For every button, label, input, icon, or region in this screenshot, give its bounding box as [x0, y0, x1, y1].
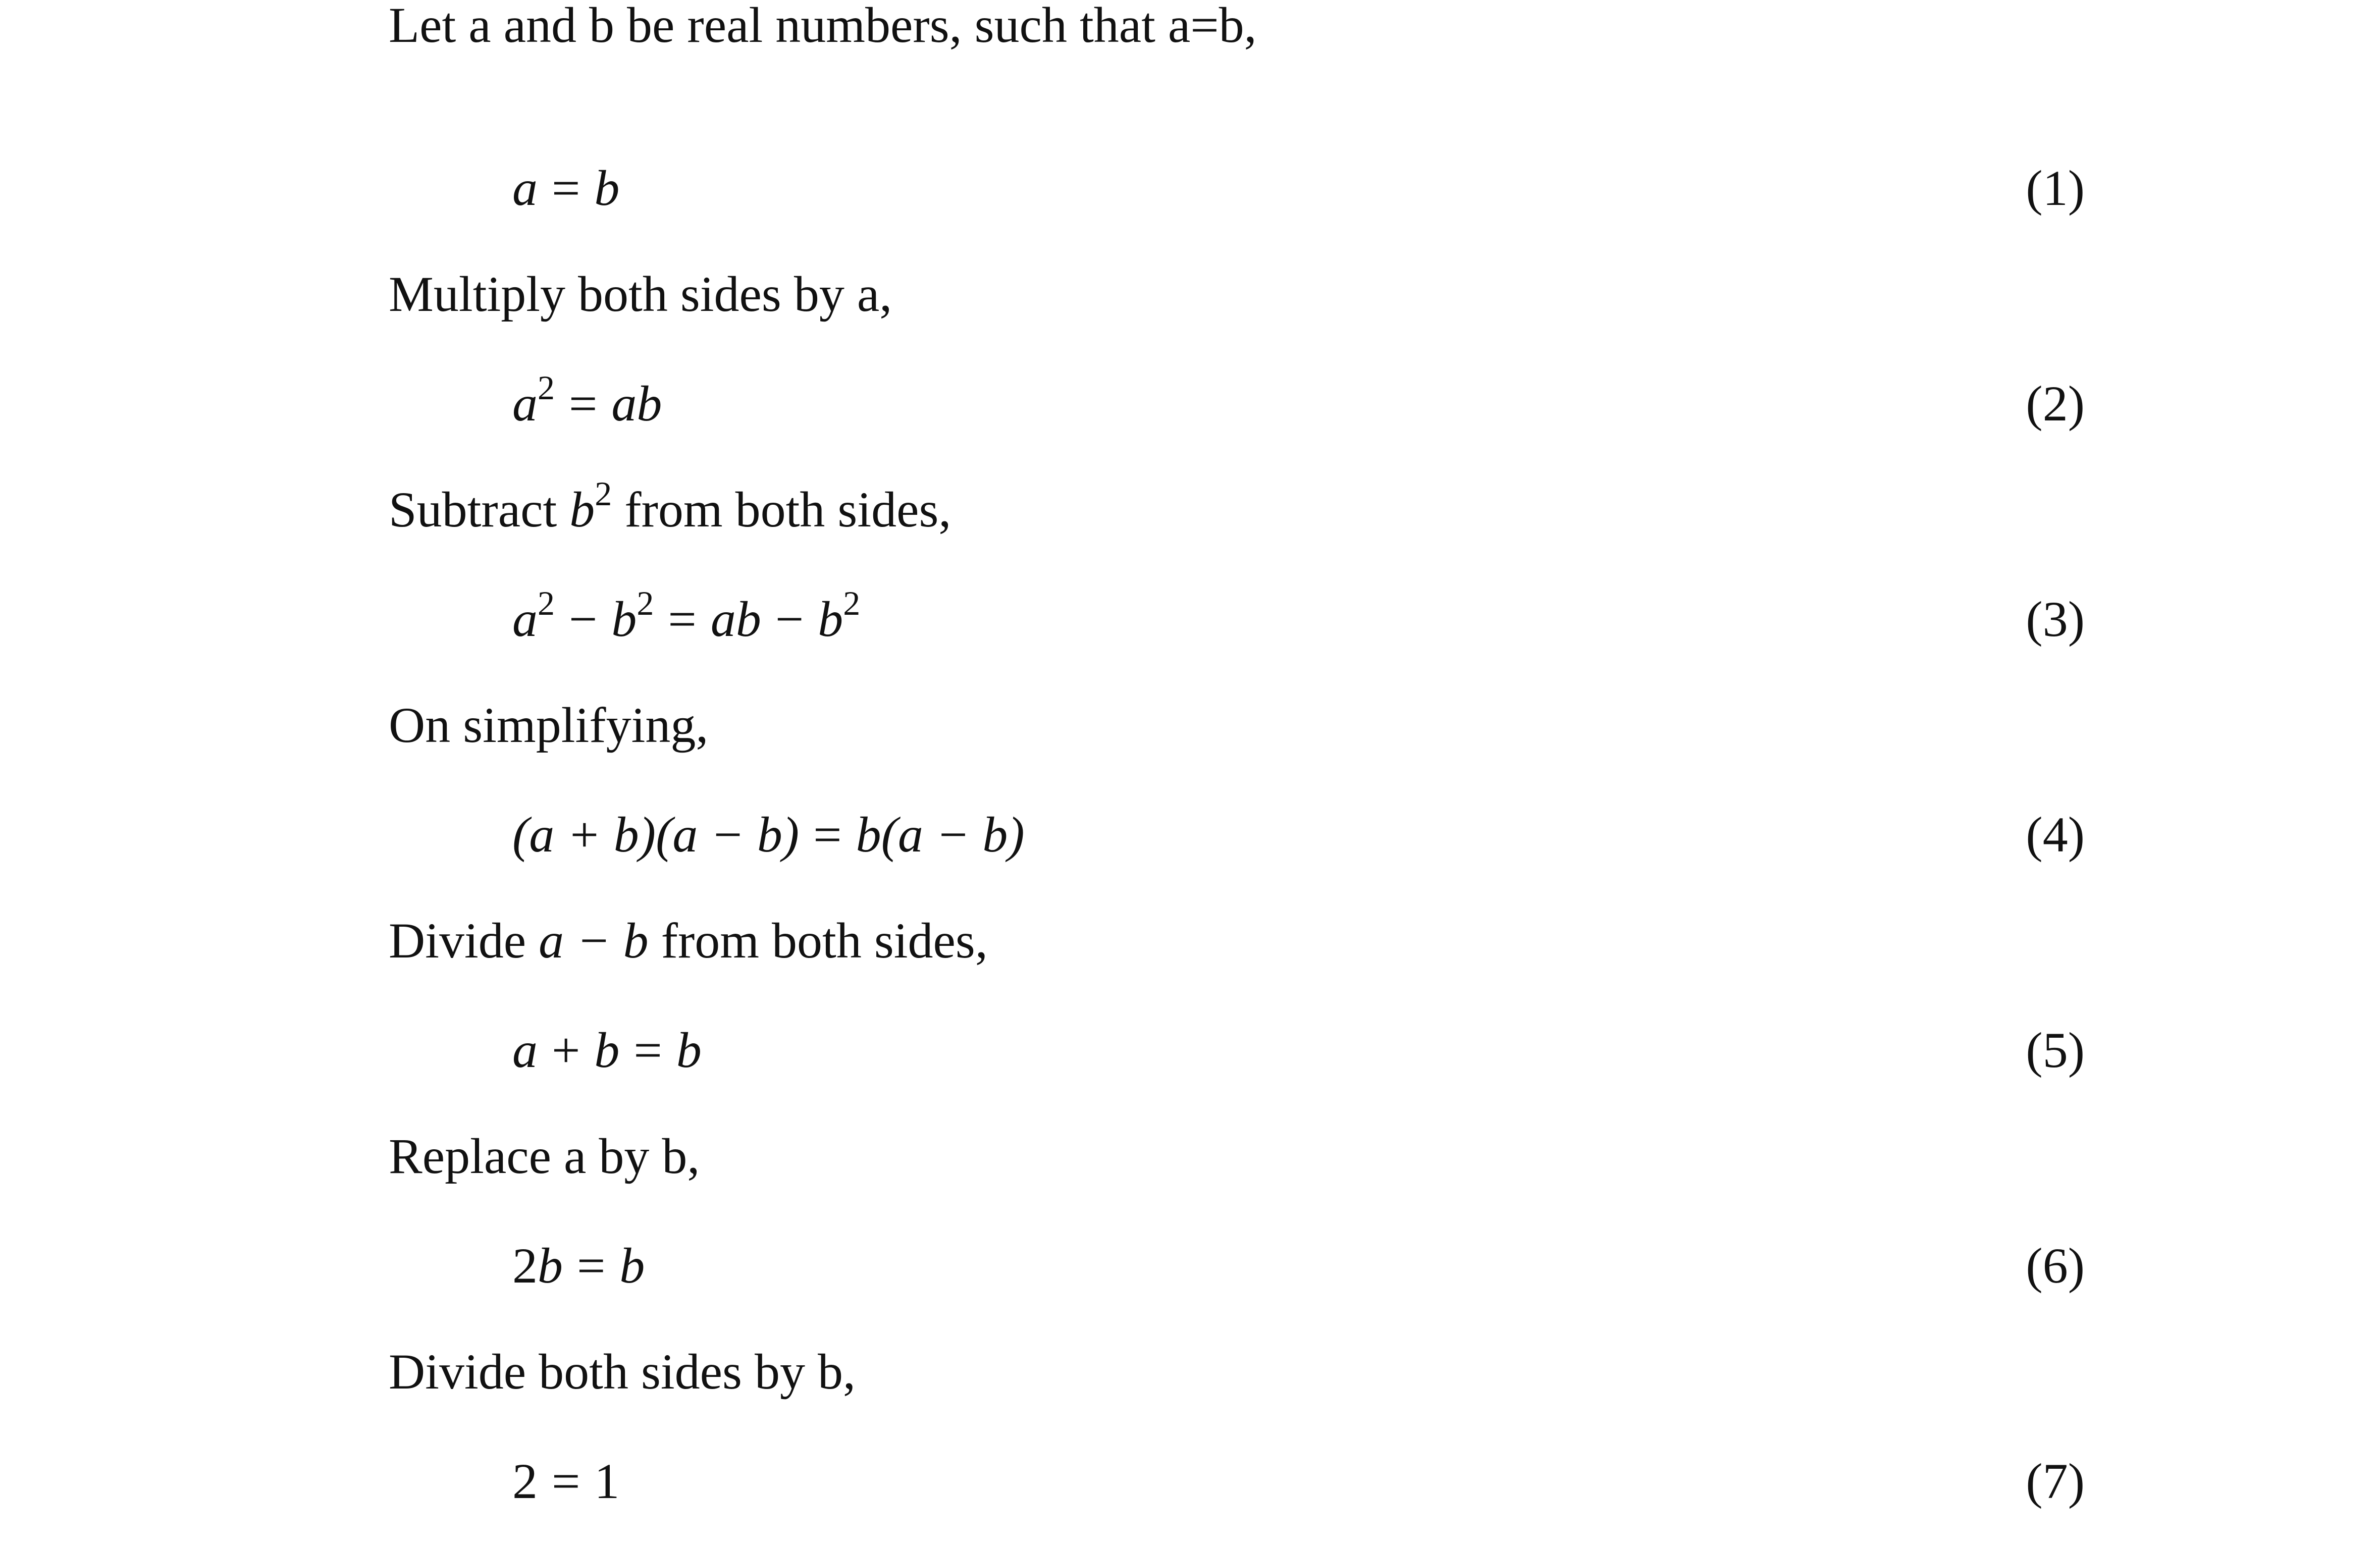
eq3-term-1: a — [512, 591, 538, 647]
equation-number-5: (5) — [2026, 1022, 2085, 1078]
eq1-rhs: b — [594, 160, 620, 216]
eq5-term-1: a — [512, 1022, 538, 1078]
text-pre: Divide — [389, 913, 526, 969]
eq3-minus-2: − — [775, 591, 804, 647]
equation-3 — [512, 579, 860, 660]
equation-5 — [512, 1010, 702, 1091]
eq5-term-2: b — [594, 1022, 620, 1078]
equation-row-6 — [0, 1225, 2380, 1306]
eq6-relation: = — [577, 1238, 606, 1294]
eq2-relation: = — [569, 376, 598, 432]
eq4-rhs: b(a − b) — [856, 807, 1025, 863]
text-post: from both sides, — [624, 482, 951, 538]
equation-number-7: (7) — [2026, 1453, 2085, 1509]
equation-7 — [512, 1441, 619, 1522]
eq3-exp-4: 2 — [843, 583, 861, 622]
paragraph-text: Let a and b be real numbers, such that a=b, — [389, 0, 1257, 53]
text-line-3 — [0, 469, 2380, 550]
equation-row-5 — [0, 1010, 2380, 1091]
inline-math-exponent: 2 — [595, 474, 612, 513]
eq5-plus: + — [552, 1022, 580, 1078]
text-line-1 — [0, 0, 2380, 66]
equation-row-3 — [0, 579, 2380, 660]
eq3-term-2: b — [611, 591, 637, 647]
eq1-relation: = — [552, 160, 580, 216]
eq1-lhs: a — [512, 160, 538, 216]
paragraph-text: Divide both sides by b, — [389, 1344, 856, 1400]
eq6-coefficient: 2 — [512, 1238, 538, 1294]
text-line-4 — [0, 685, 2380, 766]
eq3-term-4: b — [818, 591, 843, 647]
paragraph-text: Replace a by b, — [389, 1128, 700, 1184]
equation-number-6: (6) — [2026, 1238, 2085, 1294]
eq3-exp-1: 2 — [538, 583, 555, 622]
paragraph-text — [389, 469, 951, 550]
inline-math: a − b — [539, 913, 649, 969]
equation-4 — [512, 794, 1025, 875]
eq2-rhs: ab — [611, 376, 662, 432]
equation-number-3: (3) — [2026, 591, 2085, 647]
eq4-relation: = — [813, 807, 842, 863]
text-post: from both sides, — [661, 913, 988, 969]
eq2-lhs-exponent: 2 — [538, 368, 555, 407]
eq6-variable: b — [538, 1238, 563, 1294]
equation-1 — [512, 148, 619, 229]
eq7-relation: = — [552, 1453, 580, 1509]
eq7-lhs: 2 — [512, 1453, 538, 1509]
equation-row-7 — [0, 1441, 2380, 1522]
paragraph-text: Multiply both sides by a, — [389, 266, 892, 322]
paragraph-text — [389, 900, 988, 981]
equation-number-1: (1) — [2026, 160, 2085, 216]
equation-row-1 — [0, 148, 2380, 229]
eq3-minus-1: − — [569, 591, 598, 647]
equation-row-4 — [0, 794, 2380, 875]
text-line-2 — [0, 254, 2380, 335]
text-pre: Subtract — [389, 482, 557, 538]
equation-row-2 — [0, 363, 2380, 444]
text-line-5 — [0, 900, 2380, 981]
eq3-relation: = — [668, 591, 697, 647]
text-line-7 — [0, 1331, 2380, 1412]
text-line-6 — [0, 1116, 2380, 1197]
eq6-rhs: b — [619, 1238, 645, 1294]
eq7-rhs: 1 — [594, 1453, 620, 1509]
equation-number-4: (4) — [2026, 807, 2085, 863]
eq3-term-3: ab — [710, 591, 761, 647]
equation-2 — [512, 363, 662, 444]
eq4-lhs: (a + b)(a − b) — [512, 807, 800, 863]
eq2-lhs-base: a — [512, 376, 538, 432]
eq5-relation: = — [633, 1022, 662, 1078]
inline-math-base: b — [569, 482, 595, 538]
eq5-rhs: b — [676, 1022, 702, 1078]
paragraph-text: On simplifying, — [389, 697, 709, 753]
equation-number-2: (2) — [2026, 376, 2085, 432]
eq3-exp-2: 2 — [637, 583, 654, 622]
equation-6 — [512, 1225, 645, 1306]
